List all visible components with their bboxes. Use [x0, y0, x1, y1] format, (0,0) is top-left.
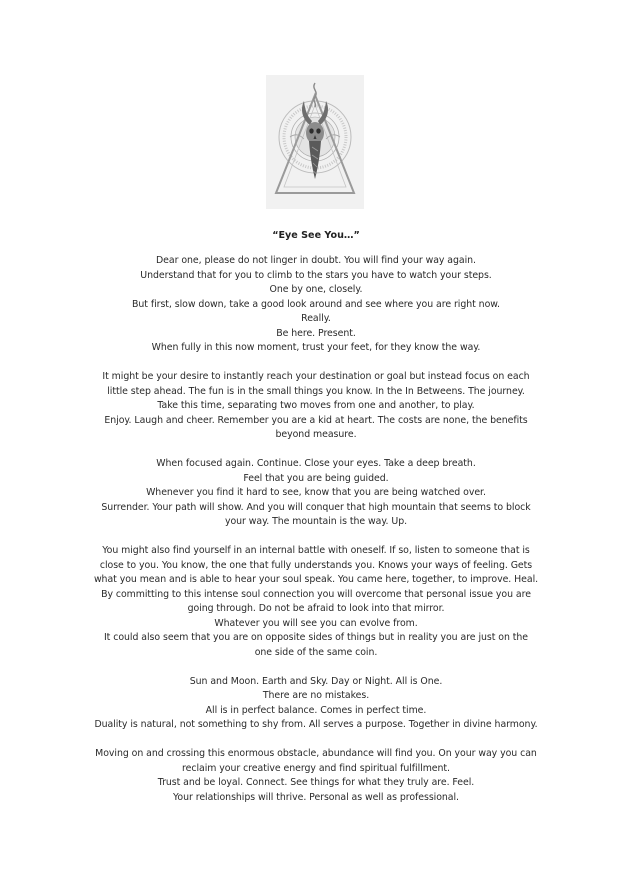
text-line: Feel that you are being guided. [243, 472, 389, 484]
text-line: Take this time, separating two moves from one and another, to play. [157, 400, 475, 411]
text-line: Sun and Moon. Earth and Sky. Day or Night. All is One. [189, 675, 443, 687]
text-line: what you mean and is able to hear your soul speak. You came here, together, to improve. Heal. [93, 574, 539, 585]
text-line: Whatever you will see you can evolve from. [214, 617, 418, 629]
text-line: Surrender. Your path will show. And you will conquer that high mountain that seems to block [101, 501, 531, 513]
text-line: Trust and be loyal. Connect. See things for what they truly are. Feel. [157, 777, 475, 788]
text-line: close to you. You know, the one that fully understands you. Knows your ways of feeling. Gets [99, 559, 533, 571]
stanza [66, 457, 566, 530]
text-line: Your relationships will thrive. Personal as well as professional. [173, 791, 459, 803]
stanza [66, 370, 566, 443]
text-line: one side of the same coin. [254, 646, 378, 658]
text-line: going through. Do not be afraid to look into that mirror. [187, 603, 445, 614]
text-line: Duality is natural, not something to shy from. All serves a purpose. Together in divine harmony. [94, 719, 538, 730]
text-line: But first, slow down, take a good look around and see where you are right now. [132, 298, 500, 310]
text-line: Moving on and crossing this enormous obstacle, abundance will find you. On your way you can [95, 748, 537, 759]
text-line: When focused again. Continue. Close your eyes. Take a deep breath. [156, 458, 476, 469]
text-line: little step ahead. The fun is in the small things you know. In the In Betweens. The journey. [107, 385, 525, 397]
text-line: Enjoy. Laugh and cheer. Remember you are a kid at heart. The costs are none, the benefits [104, 414, 528, 426]
stanza [66, 747, 566, 805]
text-line: When fully in this now moment, trust your feet, for they know the way. [151, 342, 481, 353]
text-line: your way. The mountain is the way. Up. [224, 516, 408, 527]
text-line: Be here. Present. [276, 327, 356, 339]
text-line: Whenever you find it hard to see, know that you are being watched over. [146, 487, 486, 498]
text-line: Dear one, please do not linger in doubt. You will find your way again. [156, 255, 476, 266]
goat-skull-mandala-illustration [266, 75, 364, 209]
poem-title: “Eye See You…” [272, 230, 360, 241]
stanza [66, 544, 566, 660]
stanza [66, 254, 566, 356]
text-line: Understand that for you to climb to the stars you have to watch your steps. [140, 269, 492, 281]
text-line: It might be your desire to instantly reach your destination or goal but instead focus on each [102, 371, 530, 382]
text-line: There are no mistakes. [262, 690, 370, 701]
text-line: Really. [301, 313, 331, 324]
text-line: One by one, closely. [269, 284, 363, 295]
text-line: You might also find yourself in an internal battle with oneself. If so, listen to someone that is [102, 545, 530, 556]
stanza [66, 675, 566, 733]
text-line: beyond measure. [275, 429, 357, 440]
poem-body [66, 254, 566, 820]
text-line: reclaim your creative energy and find spiritual fulfillment. [182, 762, 450, 774]
text-line: By committing to this intense soul connection you will overcome that personal issue you are [101, 588, 531, 600]
text-line: All is in perfect balance. Comes in perfect time. [205, 704, 427, 716]
text-line: It could also seem that you are on opposite sides of things but in reality you are just on the [103, 632, 529, 643]
